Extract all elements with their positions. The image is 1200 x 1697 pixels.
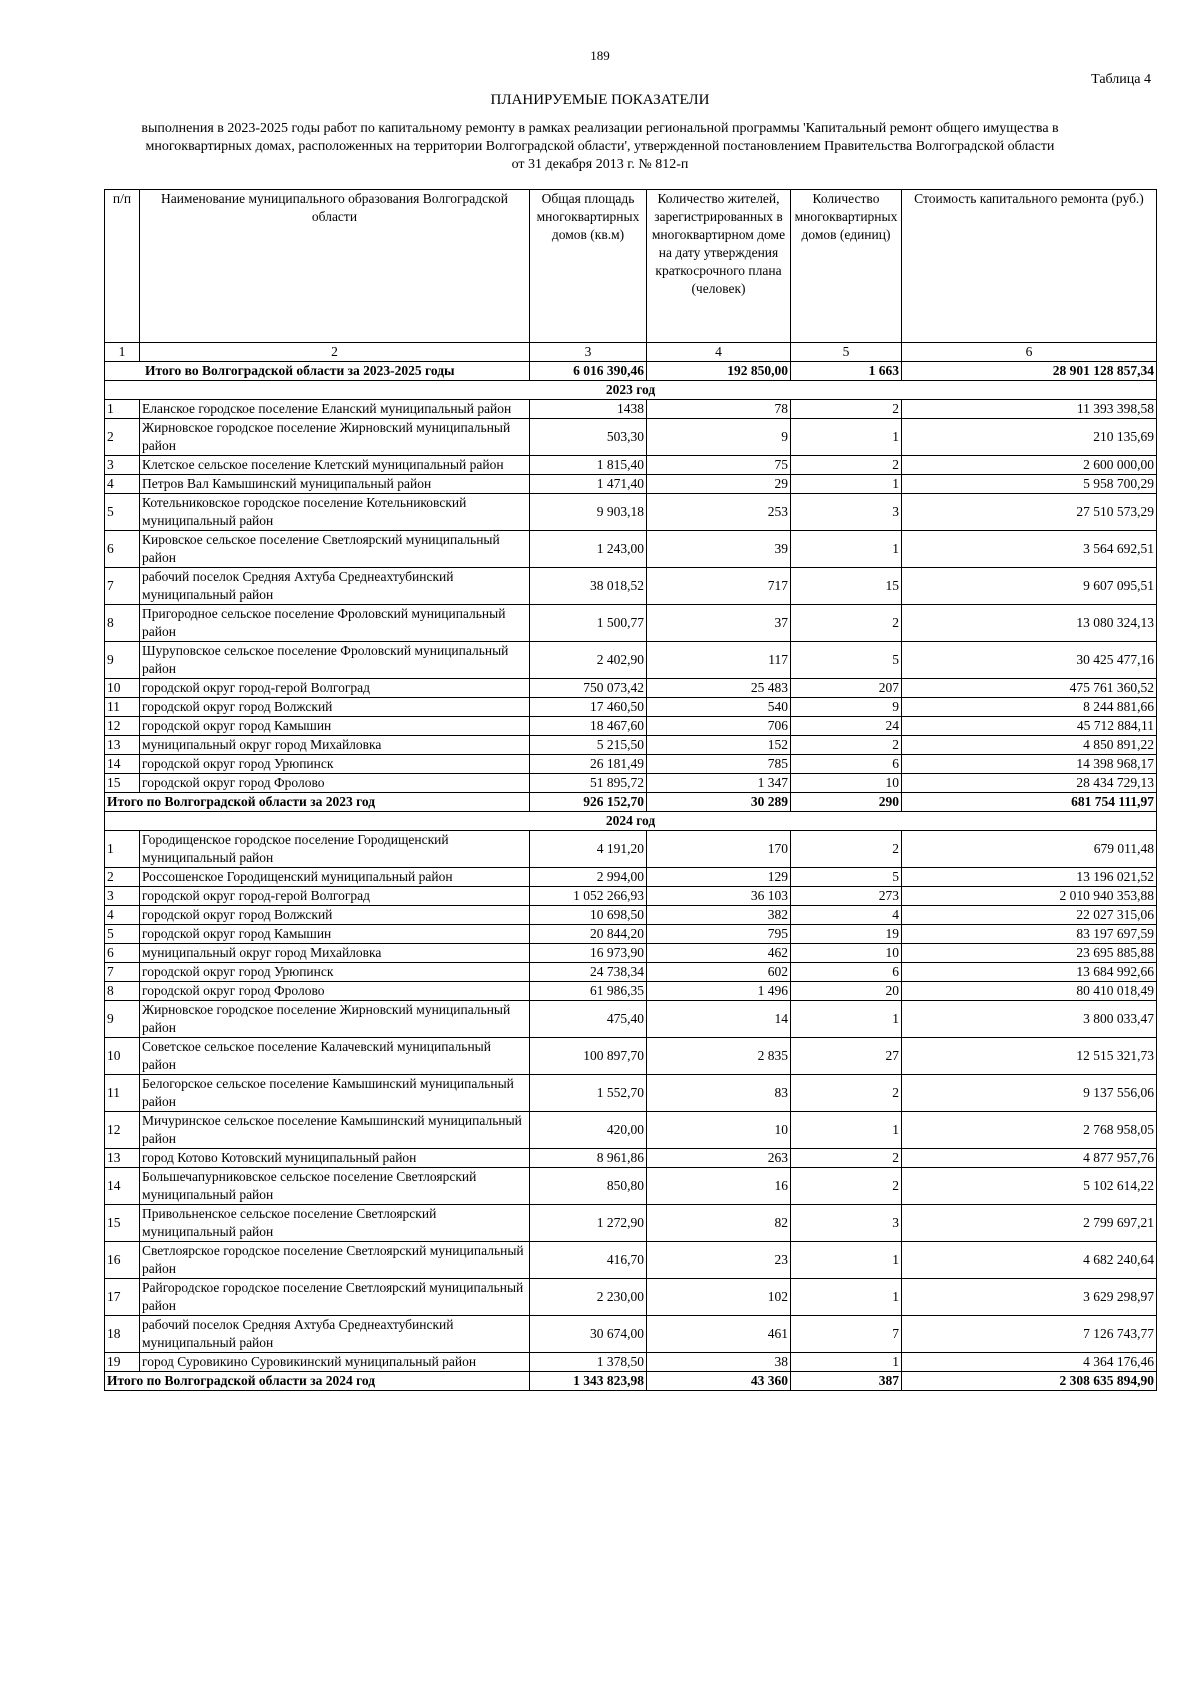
row-houses: 3 (791, 494, 902, 531)
row-cost: 4 877 957,76 (902, 1149, 1157, 1168)
row-municipality: Шуруповское сельское поселение Фроловский муниципальный район (140, 642, 530, 679)
row-houses: 4 (791, 906, 902, 925)
table-row (105, 475, 1157, 494)
row-residents: 540 (647, 698, 791, 717)
row-residents: 25 483 (647, 679, 791, 698)
row-index: 13 (105, 1149, 140, 1168)
column-number: 6 (902, 343, 1157, 362)
table-row (105, 456, 1157, 475)
row-area: 2 402,90 (530, 642, 647, 679)
row-index: 10 (105, 1038, 140, 1075)
row-cost: 28 434 729,13 (902, 774, 1157, 793)
row-residents: 102 (647, 1279, 791, 1316)
year-total-residents: 43 360 (647, 1372, 791, 1391)
table-row (105, 1112, 1157, 1149)
row-municipality: городской округ город Фролово (140, 982, 530, 1001)
row-municipality: город Суровикино Суровикинский муниципальный район (140, 1353, 530, 1372)
row-houses: 1 (791, 1242, 902, 1279)
row-residents: 14 (647, 1001, 791, 1038)
row-area: 2 230,00 (530, 1279, 647, 1316)
row-index: 9 (105, 1001, 140, 1038)
row-municipality: Большечапурниковское сельское поселение Светлоярский муниципальный район (140, 1168, 530, 1205)
row-cost: 83 197 697,59 (902, 925, 1157, 944)
row-area: 1 500,77 (530, 605, 647, 642)
row-index: 3 (105, 887, 140, 906)
row-residents: 2 835 (647, 1038, 791, 1075)
row-residents: 23 (647, 1242, 791, 1279)
row-houses: 3 (791, 1205, 902, 1242)
grand-total-row (105, 362, 1157, 381)
row-area: 1 471,40 (530, 475, 647, 494)
table-row (105, 1001, 1157, 1038)
row-area: 9 903,18 (530, 494, 647, 531)
row-index: 12 (105, 1112, 140, 1149)
row-houses: 273 (791, 887, 902, 906)
year-total-label: Итого по Волгоградской области за 2023 год (105, 793, 530, 812)
row-cost: 27 510 573,29 (902, 494, 1157, 531)
table-row (105, 774, 1157, 793)
row-cost: 45 712 884,11 (902, 717, 1157, 736)
table-row (105, 1168, 1157, 1205)
year-heading: 2023 год (105, 381, 1157, 400)
table-row (105, 642, 1157, 679)
row-houses: 20 (791, 982, 902, 1001)
row-area: 1 272,90 (530, 1205, 647, 1242)
row-residents: 382 (647, 906, 791, 925)
row-houses: 5 (791, 642, 902, 679)
row-cost: 2 600 000,00 (902, 456, 1157, 475)
row-index: 7 (105, 568, 140, 605)
row-residents: 706 (647, 717, 791, 736)
row-index: 8 (105, 982, 140, 1001)
row-cost: 679 011,48 (902, 831, 1157, 868)
row-residents: 717 (647, 568, 791, 605)
year-total-row (105, 793, 1157, 812)
row-municipality: городской округ город Урюпинск (140, 963, 530, 982)
row-area: 8 961,86 (530, 1149, 647, 1168)
row-houses: 2 (791, 400, 902, 419)
year-heading-row (105, 812, 1157, 831)
row-area: 1 815,40 (530, 456, 647, 475)
row-municipality: Пригородное сельское поселение Фроловский муниципальный район (140, 605, 530, 642)
row-houses: 19 (791, 925, 902, 944)
row-houses: 1 (791, 475, 902, 494)
row-houses: 7 (791, 1316, 902, 1353)
row-area: 18 467,60 (530, 717, 647, 736)
table-row (105, 755, 1157, 774)
row-municipality: город Котово Котовский муниципальный район (140, 1149, 530, 1168)
row-index: 11 (105, 698, 140, 717)
row-cost: 210 135,69 (902, 419, 1157, 456)
table-row (105, 944, 1157, 963)
year-total-area: 926 152,70 (530, 793, 647, 812)
row-area: 16 973,90 (530, 944, 647, 963)
row-area: 10 698,50 (530, 906, 647, 925)
row-cost: 475 761 360,52 (902, 679, 1157, 698)
row-cost: 14 398 968,17 (902, 755, 1157, 774)
year-total-label: Итого по Волгоградской области за 2024 год (105, 1372, 530, 1391)
table-row (105, 1316, 1157, 1353)
table-row (105, 831, 1157, 868)
row-municipality: городской округ город-герой Волгоград (140, 887, 530, 906)
row-cost: 7 126 743,77 (902, 1316, 1157, 1353)
row-index: 14 (105, 755, 140, 774)
row-cost: 2 799 697,21 (902, 1205, 1157, 1242)
row-area: 1 378,50 (530, 1353, 647, 1372)
row-index: 19 (105, 1353, 140, 1372)
row-houses: 1 (791, 1112, 902, 1149)
row-cost: 3 800 033,47 (902, 1001, 1157, 1038)
row-residents: 253 (647, 494, 791, 531)
row-municipality: Жирновское городское поселение Жирновский муниципальный район (140, 419, 530, 456)
row-residents: 152 (647, 736, 791, 755)
row-index: 6 (105, 531, 140, 568)
row-municipality: Котельниковское городское поселение Котельниковский муниципальный район (140, 494, 530, 531)
table-header-row (105, 190, 1157, 343)
row-index: 4 (105, 906, 140, 925)
table-row (105, 1279, 1157, 1316)
row-residents: 1 347 (647, 774, 791, 793)
row-residents: 75 (647, 456, 791, 475)
row-houses: 2 (791, 1075, 902, 1112)
year-total-row (105, 1372, 1157, 1391)
row-houses: 1 (791, 531, 902, 568)
row-cost: 3 564 692,51 (902, 531, 1157, 568)
row-municipality: рабочий поселок Средняя Ахтуба Среднеахтубинский муниципальный район (140, 1316, 530, 1353)
grand-total-area: 6 016 390,46 (530, 362, 647, 381)
row-area: 24 738,34 (530, 963, 647, 982)
row-residents: 9 (647, 419, 791, 456)
row-cost: 11 393 398,58 (902, 400, 1157, 419)
row-area: 2 994,00 (530, 868, 647, 887)
year-heading: 2024 год (105, 812, 1157, 831)
row-municipality: муниципальный округ город Михайловка (140, 944, 530, 963)
row-houses: 10 (791, 774, 902, 793)
table-row (105, 605, 1157, 642)
row-index: 12 (105, 717, 140, 736)
grand-total-houses: 1 663 (791, 362, 902, 381)
row-cost: 9 607 095,51 (902, 568, 1157, 605)
row-cost: 9 137 556,06 (902, 1075, 1157, 1112)
row-residents: 82 (647, 1205, 791, 1242)
row-cost: 23 695 885,88 (902, 944, 1157, 963)
table-row (105, 400, 1157, 419)
header-houses: Количество многоквартирных домов (единиц) (791, 190, 902, 343)
table-row (105, 717, 1157, 736)
row-houses: 2 (791, 456, 902, 475)
row-municipality: Россошенское Городищенский муниципальный район (140, 868, 530, 887)
row-cost: 30 425 477,16 (902, 642, 1157, 679)
year-total-houses: 387 (791, 1372, 902, 1391)
table-row (105, 868, 1157, 887)
row-cost: 80 410 018,49 (902, 982, 1157, 1001)
table-row (105, 1149, 1157, 1168)
row-index: 3 (105, 456, 140, 475)
row-cost: 4 682 240,64 (902, 1242, 1157, 1279)
row-area: 17 460,50 (530, 698, 647, 717)
row-index: 1 (105, 831, 140, 868)
capital-repair-table (104, 189, 1157, 1391)
row-cost: 3 629 298,97 (902, 1279, 1157, 1316)
row-index: 4 (105, 475, 140, 494)
row-municipality: муниципальный округ город Михайловка (140, 736, 530, 755)
row-residents: 16 (647, 1168, 791, 1205)
row-cost: 2 768 958,05 (902, 1112, 1157, 1149)
header-area: Общая площадь многоквартирных домов (кв.м) (530, 190, 647, 343)
row-area: 420,00 (530, 1112, 647, 1149)
row-area: 1438 (530, 400, 647, 419)
grand-total-residents: 192 850,00 (647, 362, 791, 381)
row-index: 7 (105, 963, 140, 982)
row-residents: 29 (647, 475, 791, 494)
row-area: 26 181,49 (530, 755, 647, 774)
row-residents: 170 (647, 831, 791, 868)
row-cost: 5 958 700,29 (902, 475, 1157, 494)
document-subtitle: выполнения в 2023-2025 годы работ по капитальному ремонту в рамках реализации региональной программы 'Капитальный ремонт общего имущества в многоквартирных домах, расположенных на территории Волгоградской области', утвержденной постановлением Правительства Волгоградской области от 31 декабря 2013 г. № 812-п (141, 121, 1059, 172)
table-row (105, 419, 1157, 456)
column-number: 3 (530, 343, 647, 362)
row-index: 2 (105, 419, 140, 456)
row-index: 16 (105, 1242, 140, 1279)
header-cost: Стоимость капитального ремонта (руб.) (902, 190, 1157, 343)
table-row (105, 1038, 1157, 1075)
row-municipality: городской округ город Камышин (140, 717, 530, 736)
row-houses: 1 (791, 1279, 902, 1316)
table-row (105, 1205, 1157, 1242)
row-residents: 785 (647, 755, 791, 774)
row-municipality: Светлоярское городское поселение Светлоярский муниципальный район (140, 1242, 530, 1279)
table-row (105, 736, 1157, 755)
table-row (105, 679, 1157, 698)
row-municipality: Клетское сельское поселение Клетский муниципальный район (140, 456, 530, 475)
row-cost: 5 102 614,22 (902, 1168, 1157, 1205)
row-cost: 13 196 021,52 (902, 868, 1157, 887)
row-municipality: рабочий поселок Средняя Ахтуба Среднеахтубинский муниципальный район (140, 568, 530, 605)
row-municipality: Белогорское сельское поселение Камышинский муниципальный район (140, 1075, 530, 1112)
row-area: 1 552,70 (530, 1075, 647, 1112)
row-index: 2 (105, 868, 140, 887)
row-municipality: городской округ город Урюпинск (140, 755, 530, 774)
row-residents: 461 (647, 1316, 791, 1353)
row-houses: 2 (791, 1149, 902, 1168)
header-residents: Количество жителей, зарегистрированных в многоквартирном доме на дату утверждения краткосрочного плана (человек) (647, 190, 791, 343)
row-houses: 1 (791, 419, 902, 456)
table-row (105, 1353, 1157, 1372)
row-houses: 5 (791, 868, 902, 887)
row-residents: 602 (647, 963, 791, 982)
row-index: 8 (105, 605, 140, 642)
document-title: ПЛАНИРУЕМЫЕ ПОКАЗАТЕЛИ (490, 92, 710, 108)
row-area: 61 986,35 (530, 982, 647, 1001)
row-residents: 10 (647, 1112, 791, 1149)
row-area: 850,80 (530, 1168, 647, 1205)
row-index: 15 (105, 774, 140, 793)
table-row (105, 698, 1157, 717)
row-index: 9 (105, 642, 140, 679)
row-cost: 12 515 321,73 (902, 1038, 1157, 1075)
row-area: 750 073,42 (530, 679, 647, 698)
row-municipality: Еланское городское поселение Еланский муниципальный район (140, 400, 530, 419)
row-municipality: Мичуринское сельское поселение Камышинский муниципальный район (140, 1112, 530, 1149)
grand-total-cost: 28 901 128 857,34 (902, 362, 1157, 381)
row-municipality: Райгородское городское поселение Светлоярский муниципальный район (140, 1279, 530, 1316)
row-houses: 9 (791, 698, 902, 717)
row-residents: 129 (647, 868, 791, 887)
table-row (105, 982, 1157, 1001)
header-index: п/п (105, 190, 140, 343)
row-houses: 2 (791, 1168, 902, 1205)
row-houses: 27 (791, 1038, 902, 1075)
row-residents: 795 (647, 925, 791, 944)
row-index: 6 (105, 944, 140, 963)
table-row (105, 1242, 1157, 1279)
row-area: 1 052 266,93 (530, 887, 647, 906)
row-houses: 1 (791, 1001, 902, 1038)
row-municipality: Жирновское городское поселение Жирновский муниципальный район (140, 1001, 530, 1038)
year-heading-row (105, 381, 1157, 400)
row-area: 30 674,00 (530, 1316, 647, 1353)
row-area: 1 243,00 (530, 531, 647, 568)
row-houses: 207 (791, 679, 902, 698)
year-total-houses: 290 (791, 793, 902, 812)
row-cost: 4 364 176,46 (902, 1353, 1157, 1372)
row-houses: 6 (791, 963, 902, 982)
table-row (105, 925, 1157, 944)
row-residents: 38 (647, 1353, 791, 1372)
year-total-cost: 2 308 635 894,90 (902, 1372, 1157, 1391)
row-municipality: городской округ город-герой Волгоград (140, 679, 530, 698)
table-row (105, 887, 1157, 906)
grand-total-label: Итого во Волгоградской области за 2023-2025 годы (105, 362, 530, 381)
row-houses: 2 (791, 831, 902, 868)
year-total-area: 1 343 823,98 (530, 1372, 647, 1391)
row-residents: 39 (647, 531, 791, 568)
row-index: 11 (105, 1075, 140, 1112)
row-area: 416,70 (530, 1242, 647, 1279)
row-residents: 83 (647, 1075, 791, 1112)
row-municipality: городской округ город Камышин (140, 925, 530, 944)
column-number-row (105, 343, 1157, 362)
row-municipality: Советское сельское поселение Калачевский муниципальный район (140, 1038, 530, 1075)
row-area: 20 844,20 (530, 925, 647, 944)
row-residents: 1 496 (647, 982, 791, 1001)
table-row (105, 1075, 1157, 1112)
column-number: 5 (791, 343, 902, 362)
row-cost: 2 010 940 353,88 (902, 887, 1157, 906)
row-municipality: городской округ город Волжский (140, 906, 530, 925)
row-municipality: городской округ город Волжский (140, 698, 530, 717)
year-total-cost: 681 754 111,97 (902, 793, 1157, 812)
row-index: 15 (105, 1205, 140, 1242)
row-houses: 2 (791, 605, 902, 642)
table-label: Таблица 4 (1091, 72, 1151, 87)
row-index: 1 (105, 400, 140, 419)
row-index: 18 (105, 1316, 140, 1353)
table-row (105, 906, 1157, 925)
table-row (105, 531, 1157, 568)
row-municipality: Городищенское городское поселение Городищенский муниципальный район (140, 831, 530, 868)
row-cost: 22 027 315,06 (902, 906, 1157, 925)
page-number: 189 (590, 48, 610, 63)
column-number: 2 (140, 343, 530, 362)
row-cost: 13 684 992,66 (902, 963, 1157, 982)
row-municipality: Петров Вал Камышинский муниципальный район (140, 475, 530, 494)
row-houses: 15 (791, 568, 902, 605)
row-houses: 6 (791, 755, 902, 774)
table-row (105, 494, 1157, 531)
row-index: 5 (105, 494, 140, 531)
row-cost: 13 080 324,13 (902, 605, 1157, 642)
row-area: 38 018,52 (530, 568, 647, 605)
row-houses: 1 (791, 1353, 902, 1372)
column-number: 4 (647, 343, 791, 362)
row-index: 13 (105, 736, 140, 755)
table-row (105, 568, 1157, 605)
row-houses: 10 (791, 944, 902, 963)
year-total-residents: 30 289 (647, 793, 791, 812)
row-houses: 24 (791, 717, 902, 736)
row-area: 503,30 (530, 419, 647, 456)
row-area: 51 895,72 (530, 774, 647, 793)
row-area: 100 897,70 (530, 1038, 647, 1075)
row-area: 4 191,20 (530, 831, 647, 868)
row-area: 475,40 (530, 1001, 647, 1038)
row-municipality: Кировское сельское поселение Светлоярский муниципальный район (140, 531, 530, 568)
column-number: 1 (105, 343, 140, 362)
row-area: 5 215,50 (530, 736, 647, 755)
row-index: 5 (105, 925, 140, 944)
row-index: 10 (105, 679, 140, 698)
table-row (105, 963, 1157, 982)
row-cost: 8 244 881,66 (902, 698, 1157, 717)
row-index: 14 (105, 1168, 140, 1205)
row-residents: 78 (647, 400, 791, 419)
row-houses: 2 (791, 736, 902, 755)
row-index: 17 (105, 1279, 140, 1316)
row-residents: 263 (647, 1149, 791, 1168)
row-residents: 36 103 (647, 887, 791, 906)
row-residents: 117 (647, 642, 791, 679)
row-residents: 462 (647, 944, 791, 963)
header-municipality: Наименование муниципального образования Волгоградской области (140, 190, 530, 343)
row-residents: 37 (647, 605, 791, 642)
row-cost: 4 850 891,22 (902, 736, 1157, 755)
row-municipality: Привольненское сельское поселение Светлоярский муниципальный район (140, 1205, 530, 1242)
row-municipality: городской округ город Фролово (140, 774, 530, 793)
